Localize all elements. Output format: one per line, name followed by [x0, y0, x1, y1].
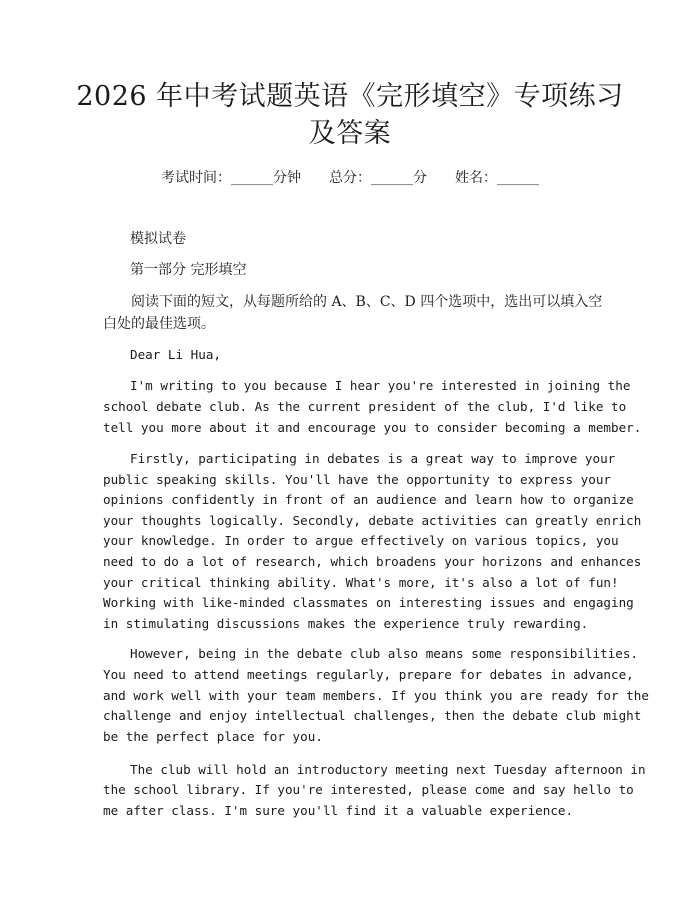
- paragraph-3-line-1: However, being in the debate club also means some responsibilities.: [130, 646, 638, 661]
- paragraph-2-line-9: in stimulating discussions makes the experience truly rewarding.: [103, 616, 589, 631]
- exam-meta: [0, 168, 700, 188]
- paragraph-2-line-3: opinions confidently in front of an audience and learn how to organize: [103, 492, 634, 507]
- title-line-2: 及答案: [308, 118, 392, 149]
- paragraph-2-line-4: your thoughts logically. Secondly, debate activities can greatly enrich: [103, 513, 642, 528]
- paragraph-4-line-2: the school library. If you're interested, please come and say hello to: [103, 782, 634, 797]
- paragraph-2-line-6: need to do a lot of research, which broadens your horizons and enhances: [103, 554, 642, 569]
- paragraph-1-line-1: I'm writing to you because I hear you're interested in joining the: [130, 378, 631, 393]
- name-label: 姓名：______: [455, 170, 539, 186]
- part-label: 第一部分 完形填空: [130, 262, 247, 278]
- paragraph-2-line-1: Firstly, participating in debates is a great way to improve your: [130, 451, 616, 466]
- letter-greeting: Dear Li Hua,: [130, 347, 221, 362]
- paragraph-3-line-5: be the perfect place for you.: [103, 729, 323, 744]
- title-line-1: 2026 年中考试题英语《完形填空》专项练习: [76, 81, 624, 112]
- paragraph-1-line-2: school debate club. As the current president of the club, I'd like to: [103, 399, 627, 414]
- paragraph-2-line-7: your critical thinking ability. What's more, it's also a lot of fun!: [103, 575, 619, 590]
- paragraph-2-line-8: Working with like-minded classmates on interesting issues and engaging: [103, 595, 634, 610]
- paragraph-2-line-5: your knowledge. In order to argue effectively on various topics, you: [103, 533, 619, 548]
- paragraph-3-line-4: challenge and enjoy intellectual challenges, then the debate club might: [103, 708, 642, 723]
- paragraph-4-line-3: me after class. I'm sure you'll find it a valuable experience.: [103, 803, 574, 818]
- instruction-text: 阅读下面的短文，从每题所给的 A、B、C、D 四个选项中，选出可以填入空白处的最佳选项。: [103, 294, 603, 332]
- paragraph-1-line-3: tell you more about it and encourage you to consider becoming a member.: [103, 420, 642, 435]
- time-label: 考试时间：______分钟: [161, 170, 301, 186]
- score-label: 总分：______分: [329, 170, 427, 186]
- paragraph-3-line-3: and work well with your team members. If you think you are ready for the: [103, 688, 649, 703]
- page-title: [60, 78, 640, 152]
- paragraph-4-line-1: The club will hold an introductory meeting next Tuesday afternoon in: [130, 762, 646, 777]
- paragraph-2-line-2: public speaking skills. You'll have the opportunity to express your: [103, 472, 611, 487]
- paragraph-3-line-2: You need to attend meetings regularly, prepare for debates in advance,: [103, 667, 634, 682]
- section-label: 模拟试卷: [130, 231, 186, 247]
